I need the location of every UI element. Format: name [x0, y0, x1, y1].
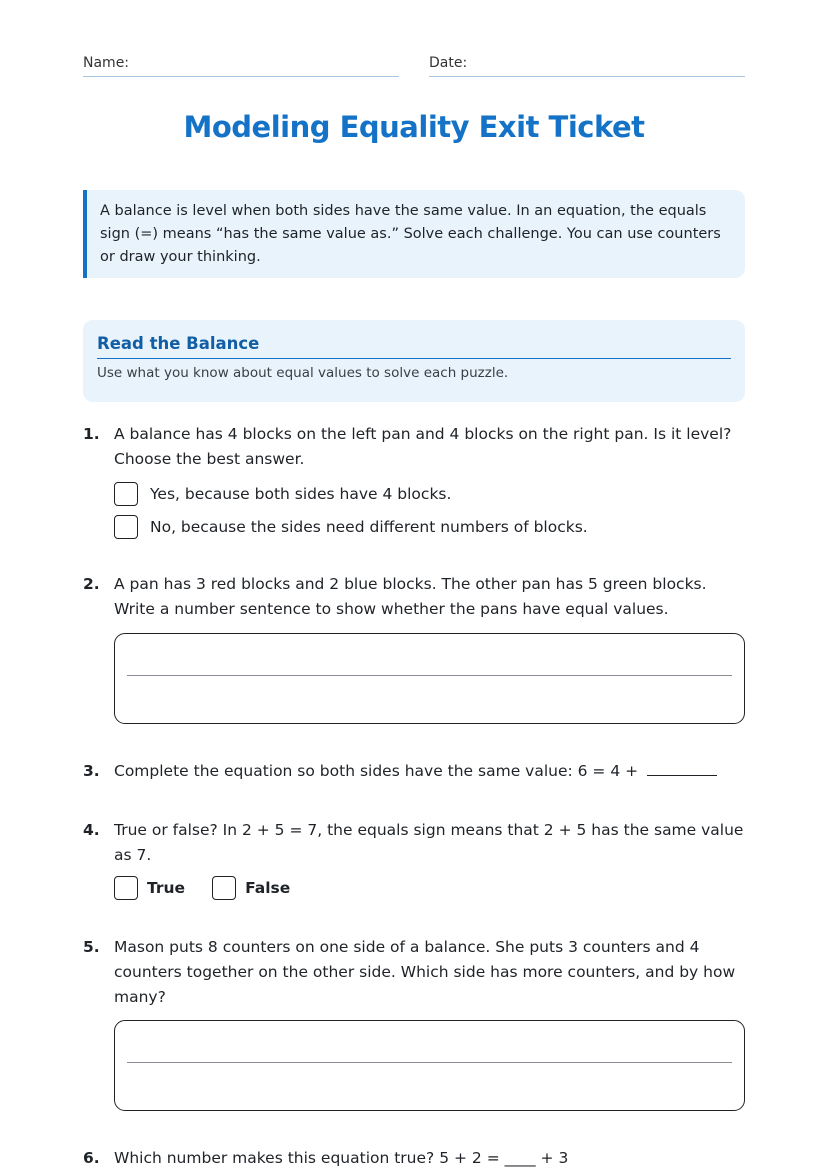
question-number: 2. — [83, 575, 100, 593]
q2-answer-box[interactable] — [114, 633, 745, 724]
q4-option-true[interactable] — [114, 876, 185, 900]
intro-callout: A balance is level when both sides have the same value. In an equation, the equals sign (=) means “has the same value as.” Solve each challenge. You can use counters or draw your thinking. — [83, 190, 745, 278]
section-header — [83, 320, 745, 402]
question-number: 1. — [83, 425, 100, 443]
question-number: 4. — [83, 821, 100, 839]
checkbox[interactable] — [114, 515, 138, 539]
date-field[interactable] — [429, 52, 745, 77]
checkbox[interactable] — [212, 876, 236, 900]
question-text: A balance has 4 blocks on the left pan and 4 blocks on the right pan. Is it level? Choose the best answer. — [114, 425, 732, 468]
q3-answer-blank[interactable] — [647, 759, 717, 776]
option-label: False — [245, 879, 291, 897]
name-field[interactable] — [83, 52, 399, 77]
page-title: Modeling Equality Exit Ticket — [183, 110, 645, 144]
question-text: Mason puts 8 counters on one side of a balance. She puts 3 counters and 4 counters together on the other side. Which side has more counters, and by how many? — [114, 938, 736, 1006]
question-text: True or false? In 2 + 5 = 7, the equals sign means that 2 + 5 has the same value as 7. — [114, 821, 744, 864]
checkbox[interactable] — [114, 876, 138, 900]
q1-option-no[interactable] — [114, 514, 588, 540]
question-number: 5. — [83, 938, 100, 956]
question-text-wrap — [114, 759, 745, 784]
question-text: A pan has 3 red blocks and 2 blue blocks. The other pan has 5 green blocks. Write a number sentence to show whether the pans have equal values. — [114, 575, 707, 618]
option-label: True — [147, 879, 186, 897]
name-label: Name: — [83, 55, 130, 71]
option-label: No, because the sides need different numbers of blocks. — [150, 518, 588, 536]
question-text: Complete the equation so both sides have the same value: 6 = 4 + — [114, 762, 639, 780]
question-4 — [83, 818, 745, 868]
answer-line — [127, 675, 732, 676]
question-2 — [83, 572, 745, 622]
question-5 — [83, 935, 745, 1010]
question-text: Which number makes this equation true? 5 + 2 = ____ + 3 — [114, 1149, 569, 1167]
checkbox[interactable] — [114, 482, 138, 506]
section-title: Read the Balance — [97, 334, 731, 359]
question-number: 6. — [83, 1149, 100, 1167]
section-subtitle: Use what you know about equal values to solve each puzzle. — [97, 365, 509, 381]
header-fields — [83, 52, 745, 78]
date-label: Date: — [429, 55, 468, 71]
q5-answer-box[interactable] — [114, 1020, 745, 1111]
question-3 — [83, 759, 745, 784]
q4-option-false[interactable] — [212, 876, 290, 900]
q1-option-yes[interactable] — [114, 481, 451, 507]
question-6 — [83, 1146, 745, 1171]
question-number: 3. — [83, 762, 100, 780]
option-label: Yes, because both sides have 4 blocks. — [150, 485, 452, 503]
question-1 — [83, 422, 745, 472]
q4-options — [114, 876, 317, 900]
answer-line — [127, 1062, 732, 1063]
